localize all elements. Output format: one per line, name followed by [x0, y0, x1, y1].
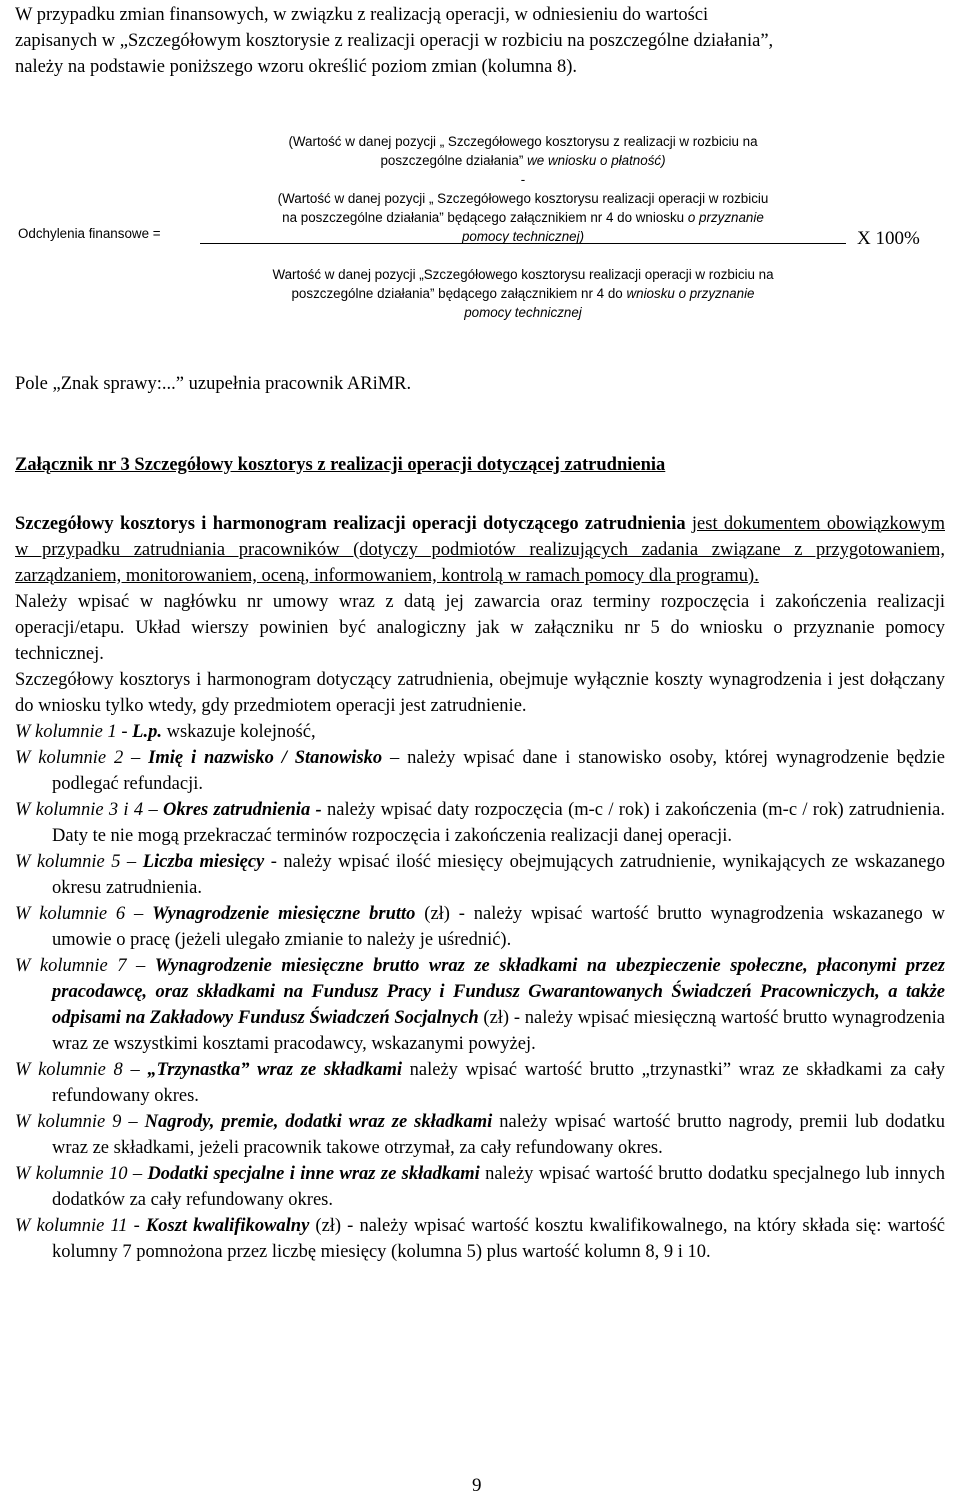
- column-text: (zł) - należy wpisać wartość brutto wynagrodzenia wskazanego w umowie o pracę (jeżeli ulegało zmianie to należy je uśrednić).: [52, 904, 945, 950]
- column-text: (zł) - należy wpisać wartość kosztu kwalifikowalnego, na który składa się: wartość kolumny 7 pomnożona przez liczbę miesięcy (kolumna 5) plus wartość kolumn 8, 9 i 10.: [52, 1216, 946, 1262]
- page-number: 9: [472, 1475, 482, 1496]
- column-name: Okres zatrudnienia -: [163, 800, 322, 820]
- intro-line-3: należy na podstawie poniższego wzoru określić poziom zmian (kolumna 8).: [15, 57, 578, 77]
- column-prefix: W kolumnie 10 –: [15, 1164, 148, 1184]
- formula-numerator: [200, 132, 846, 246]
- denominator-line-2-italic: wniosku o przyznanie: [626, 286, 755, 301]
- column-description: [15, 797, 945, 849]
- column-text: - należy wpisać ilość miesięcy obejmujących zatrudnienie, wynikających ze wskazanego okresu zatrudnienia.: [52, 852, 945, 898]
- section-title: Załącznik nr 3 Szczegółowy kosztorys z realizacji operacji dotyczącej zatrudnienia: [15, 455, 666, 475]
- column-prefix: W kolumnie 1 -: [15, 722, 133, 742]
- body-text: [15, 511, 945, 1265]
- column-text: – należy wpisać dane i stanowisko osoby, której wynagrodzenie będzie podlegać refundacji.: [52, 748, 945, 794]
- column-prefix: W kolumnie 11 -: [15, 1216, 146, 1236]
- column-description: [15, 901, 945, 953]
- column-name: Koszt kwalifikowalny: [145, 1216, 310, 1236]
- paragraph-1-underlined: jest dokumentem obowiązkowym w przypadku zatrudniania pracowników (dotyczy podmiotów realizujących zadania związane z przygotowaniem, zarządzaniem, monitorowaniem, oceną, informowaniem, kontrolą w ramach pomocy dla programu).: [15, 514, 945, 586]
- column-description: [15, 1057, 945, 1109]
- numerator-line-5-italic: pomocy technicznej): [461, 229, 585, 244]
- column-name: Wynagrodzenie miesięczne brutto wraz ze składkami na ubezpieczenie społeczne, płaconymi przez pracodawcę, oraz składkami na Fundusz Pracy i Fundusz Gwarantowanych Świadczeń Pracowniczych, a także odpisami na Zakładowy Fundusz Świadczeń Socjalnych: [52, 956, 945, 1028]
- column-text: należy wpisać wartość brutto nagrody, premii lub dodatku wraz ze składkami, jeżeli pracownik takowe otrzymał, za cały refundowany okres.: [52, 1112, 945, 1158]
- numerator-line-2-italic: we wniosku o płatność): [527, 153, 666, 168]
- paragraph-1-bold: Szczegółowy kosztorys i harmonogram realizacji operacji dotyczącego zatrudnienia: [15, 514, 686, 534]
- column-text: należy wpisać wartość brutto „trzynastki” wraz ze składkami za cały refundowany okres.: [52, 1060, 945, 1106]
- column-text: wskazuje kolejność,: [161, 722, 316, 742]
- multiplier: X 100%: [857, 228, 920, 249]
- column-description: [15, 953, 945, 1057]
- paragraph-1: [15, 511, 945, 589]
- formula-label: Odchylenia finansowe =: [18, 226, 161, 241]
- denominator-line-3: [200, 303, 846, 322]
- paragraph-3: Szczegółowy kosztorys i harmonogram dotyczący zatrudnienia, obejmuje wyłącznie koszty wynagrodzenia i jest dołączany do wniosku tylko wtedy, gdy przedmiotem operacji jest zatrudnienie.: [15, 670, 945, 716]
- intro-line-1: W przypadku zmian finansowych, w związku z realizacją operacji, w odniesieniu do wartości: [15, 5, 709, 25]
- column-name: Dodatki specjalne i inne wraz ze składkami: [147, 1164, 480, 1184]
- column-name: L.p.: [132, 722, 162, 742]
- column-name: Nagrody, premie, dodatki wraz ze składkami: [144, 1112, 493, 1132]
- paragraph-2: Należy wpisać w nagłówku nr umowy wraz z datą jej zawarcia oraz terminy rozpoczęcia i zakończenia realizacji operacji/etapu. Układ wierszy powinien być analogiczny jak w załączniku nr 5 do wniosku o przyznanie pomocy technicznej.: [15, 592, 945, 664]
- column-text: należy wpisać daty rozpoczęcia (m-c / rok) i zakończenia (m-c / rok) zatrudnienia. Daty te nie mogą przekraczać terminów rozpoczęcia i zakończenia realizacji danej operacji.: [52, 800, 945, 846]
- column-prefix: W kolumnie 5 –: [15, 852, 143, 872]
- intro-line-2: zapisanych w „Szczegółowym kosztorysie z realizacji operacji w rozbiciu na poszczególne działania”,: [15, 31, 774, 51]
- column-description: [15, 1213, 945, 1265]
- column-description: [15, 849, 945, 901]
- column-description: [15, 719, 945, 745]
- minus-sign: -: [520, 172, 526, 187]
- column-prefix: W kolumnie 8 –: [15, 1060, 148, 1080]
- denominator-line-3-italic: pomocy technicznej: [464, 305, 582, 320]
- column-description: [15, 1161, 945, 1213]
- column-descriptions: [15, 719, 945, 1265]
- formula-denominator: [200, 265, 846, 322]
- column-prefix: W kolumnie 7 –: [15, 956, 155, 976]
- denominator-line-2-plain: poszczególne działania” będącego załącznikiem nr 4 do: [291, 286, 623, 301]
- column-prefix: W kolumnie 9 –: [15, 1112, 145, 1132]
- numerator-line-2-plain: poszczególne działania”: [380, 153, 524, 168]
- column-prefix: W kolumnie 3 i 4 –: [15, 800, 164, 820]
- numerator-line-1: (Wartość w danej pozycji „ Szczegółowego kosztorysu z realizacji w rozbiciu na: [288, 134, 758, 149]
- column-text: (zł) - należy wpisać miesięczną wartość brutto wynagrodzenia wraz ze wszystkimi kosztami pracodawcy, wskazanymi powyżej.: [52, 1008, 945, 1054]
- column-text: należy wpisać wartość brutto dodatku specjalnego lub innych dodatków za cały refundowany okres.: [52, 1164, 945, 1210]
- denominator-line-2: [200, 284, 846, 303]
- denominator-line-1: Wartość w danej pozycji „Szczegółowego kosztorysu realizacji operacji w rozbiciu na: [272, 267, 774, 282]
- column-description: [15, 1109, 945, 1161]
- numerator-line-2: [200, 151, 846, 170]
- pole-note: Pole „Znak sprawy:...” uzupełnia pracownik ARiMR.: [15, 374, 412, 394]
- intro-paragraph: [15, 2, 945, 80]
- column-prefix: W kolumnie 2 –: [15, 748, 149, 768]
- column-name: Wynagrodzenie miesięczne brutto: [152, 904, 416, 924]
- numerator-line-4-plain: na poszczególne działania” będącego załącznikiem nr 4 do wniosku: [282, 210, 685, 225]
- numerator-line-4-italic: o przyznanie: [687, 210, 764, 225]
- fraction-bar: [200, 243, 846, 244]
- column-description: [15, 745, 945, 797]
- column-name: Imię i nazwisko / Stanowisko: [148, 748, 383, 768]
- column-prefix: W kolumnie 6 –: [15, 904, 153, 924]
- column-name: Liczba miesięcy: [142, 852, 265, 872]
- numerator-line-3: (Wartość w danej pozycji „ Szczegółowego kosztorysu realizacji operacji w rozbiciu: [277, 191, 769, 206]
- column-name: „Trzynastka” wraz ze składkami: [147, 1060, 402, 1080]
- numerator-line-4: [200, 208, 846, 227]
